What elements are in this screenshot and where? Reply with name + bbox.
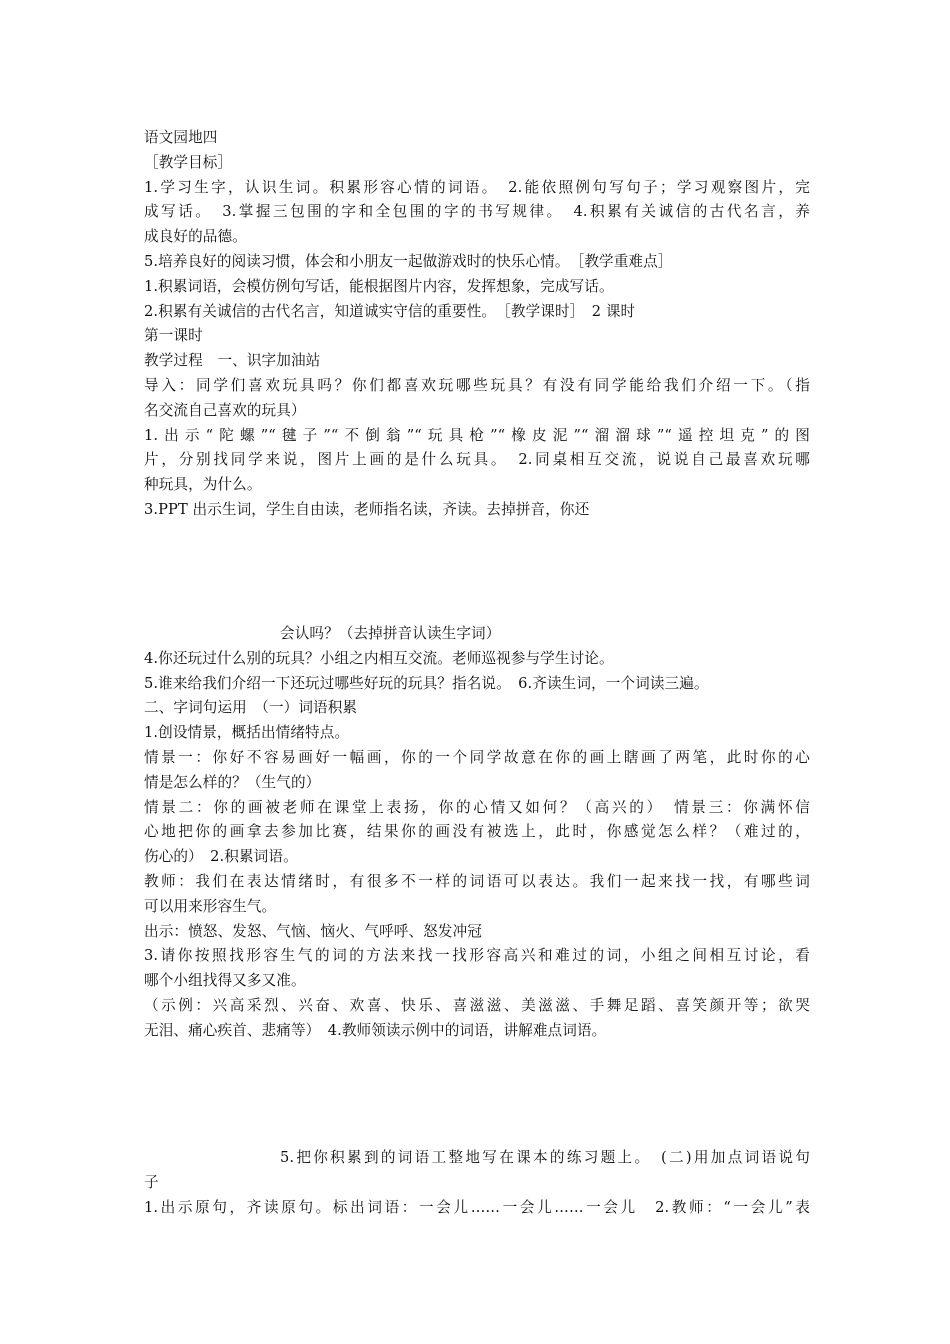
text-line: 2.积累有关诚信的古代名言，知道诚实守信的重要性。 ［教学课时］ 2 课时 [144, 302, 636, 320]
text-line: 成良好的品德。 [144, 228, 247, 246]
text-line: 4.你还玩过什么别的玩具？小组之内相互交流。老师巡视参与学生讨论。 [144, 649, 614, 667]
text-line: 出示：愤怒、发怒、气恼、恼火、气呼呼、怒发冲冠 [144, 922, 482, 940]
text-line: 3.请你按照找形容生气的词的方法来找一找形容高兴和难过的词，小组之间相互讨论，看 [144, 947, 810, 965]
section-heading-lesson-one: 第一课时 [144, 327, 203, 345]
text-line: 心地把你的画拿去参加比赛，结果你的画没有被选上，此时，你感觉怎么样？（难过的， [144, 823, 810, 841]
text-line: 情是怎么样的？（生气的） [144, 773, 321, 791]
text-line: 1.创设情景，概括出情绪特点。 [144, 724, 350, 742]
text-line: 教师：我们在表达情绪时，有很多不一样的词语可以表达。我们一起来找一找，有哪些词 [144, 872, 810, 890]
text-line: 种玩具，为什么。 [144, 476, 262, 494]
text-line: 导入：同学们喜欢玩具吗？你们都喜欢玩哪些玩具？有没有同学能给我们介绍一下。（指 [144, 376, 810, 394]
text-line: 5.培养良好的阅读习惯，体会和小朋友一起做游戏时的快乐心情。 ［教学重难点］ [144, 252, 673, 270]
text-line: 片，分别找同学来说，图片上画的是什么玩具。 2.同桌相互交流，说说自己最喜欢玩哪 [144, 451, 810, 469]
text-block-1 [144, 126, 810, 523]
text-line: 伤心的） 2.积累词语。 [144, 848, 298, 866]
text-line: 3.PPT 出示生词，学生自由读，老师指名读，齐读。去掉拼音，你还 [144, 500, 590, 518]
section-heading-teaching-goals: ［教学目标］ [144, 153, 233, 171]
text-line: 成写话。 3.掌握三包围的字和全包围的字的书写规律。 4.积累有关诚信的古代名言，养 [144, 203, 810, 221]
section-heading-process: 教学过程 一、识字加油站 [144, 352, 321, 370]
text-line: （示例：兴高采烈、兴奋、欢喜、快乐、喜滋滋、美滋滋、手舞足蹈、喜笑颜开等；欲哭 [144, 996, 810, 1014]
text-line: 5.把你积累到的词语工整地写在课本的练习题上。 (二)用加点词语说句 [280, 1149, 810, 1166]
text-block-3 [144, 1146, 810, 1220]
text-line: 名交流自己喜欢的玩具） [144, 401, 306, 419]
text-line: 1.积累词语，会模仿例句写话，能根据图片内容，发挥想象，完成写话。 [144, 277, 614, 295]
text-line: 情景一：你好不容易画好一幅画，你的一个同学故意在你的画上瞎画了两笔，此时你的心 [144, 748, 810, 766]
text-line: 1.学习生字，认识生词。积累形容心情的词语。 2.能依照例句写句子；学习观察图片，完 [144, 178, 810, 196]
text-line: 5.谁来给我们介绍一下还玩过哪些好玩的玩具？指名说。 6.齐读生词，一个词读三遍。 [144, 674, 709, 692]
text-line: 无泪、痛心疾首、悲痛等） 4.教师领读示例中的词语，讲解难点词语。 [144, 1021, 607, 1039]
text-line: 1.出示原句，齐读原句。标出词语：一会儿……一会儿……一会儿 2.教师：“一会儿”表 [144, 1198, 810, 1216]
text-line: 哪个小组找得又多又准。 [144, 972, 306, 990]
text-line: 情景二：你的画被老师在课堂上表扬，你的心情又如何？（高兴的） 情景三：你满怀信 [144, 798, 810, 816]
text-block-2 [144, 622, 810, 1044]
text-line: 子 [144, 1173, 159, 1191]
text-line: 会认吗？（去掉拼音认读生字词） [280, 625, 501, 642]
text-line: 1.出示“陀螺”“毽子”“不倒翁”“玩具枪”“橡皮泥”“溜溜球”“遥控坦克”的图 [144, 426, 810, 444]
document-title: 语文园地四 [144, 129, 218, 146]
section-heading-word-usage: 二、字词句运用 （一）词语积累 [144, 699, 358, 717]
text-line: 可以用来形容生气。 [144, 897, 277, 915]
